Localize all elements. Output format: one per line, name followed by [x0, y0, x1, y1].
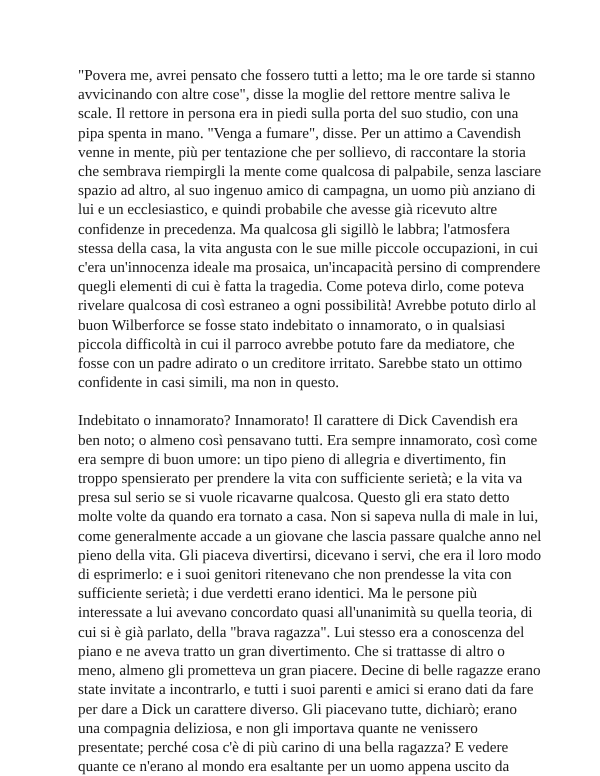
- document-page: [78, 66, 542, 776]
- text-line: come generalmente accade a un giovane che lascia passare qualche anno nel: [78, 527, 542, 545]
- text-line: scale. Il rettore in persona era in piedi sulla porta del suo studio, con una: [78, 105, 519, 123]
- paragraph: [78, 66, 542, 392]
- text-line: di esprimerlo: e i suoi genitori ritenevano che non prendesse la vita con: [78, 566, 512, 584]
- text-line: confidenze in precedenza. Ma qualcosa gli sigillò le labbra; l'atmosfera: [78, 220, 511, 238]
- text-line: molte volte da quando era tornato a casa. Non si sapeva nulla di male in lui,: [78, 508, 539, 526]
- text-line: interessate a lui avevano concordato quasi all'unanimità su quella teoria, di: [78, 604, 533, 622]
- text-line: ben noto; o almeno così pensavano tutti. Era sempre innamorato, così come: [78, 431, 538, 449]
- text-line: era sempre di buon umore: un tipo pieno di allegria e divertimento, fin: [78, 450, 507, 468]
- text-line: piano e ne aveva tratto un gran divertimento. Che si trattasse di altro o: [78, 642, 505, 660]
- text-line: pieno della vita. Gli piaceva divertirsi, dicevano i servi, che era il loro modo: [78, 546, 542, 564]
- text-line: fosse con un padre adirato o un creditore irritato. Sarebbe stato un ottimo: [78, 355, 523, 373]
- text-line: rivelare qualcosa di così estraneo a ogni possibilità! Avrebbe potuto dirlo al: [78, 297, 537, 315]
- text-line: sufficiente serietà; i due verdetti erano identici. Ma le persone più: [78, 585, 478, 603]
- text-line: confidente in casi simili, ma non in questo.: [78, 374, 340, 392]
- text-line: una compagnia deliziosa, e non gli importava quante ne venissero: [78, 719, 478, 737]
- paragraph: [78, 411, 542, 776]
- text-line: piccola difficoltà in cui il parroco avrebbe potuto fare da mediatore, che: [78, 335, 515, 353]
- text-line: cui si è già parlato, della "brava ragazza". Lui stesso era a conoscenza del: [78, 623, 525, 641]
- text-line: pipa spenta in mano. "Venga a fumare", disse. Per un attimo a Cavendish: [78, 124, 522, 142]
- text-line: buon Wilberforce se fosse stato indebitato o innamorato, o in qualsiasi: [78, 316, 506, 334]
- text-line: state invitate a incontrarlo, e tutti i suoi parenti e amici si erano dati da fare: [78, 681, 534, 699]
- text-line: spazio ad altro, al suo ingenuo amico di campagna, un uomo più anziano di: [78, 182, 536, 200]
- text-line: troppo spensierato per prendere la vita con sufficiente serietà; e la vita va: [78, 470, 523, 488]
- text-line: lui e un ecclesiastico, e quindi probabile che avesse già ricevuto altre: [78, 201, 498, 219]
- text-line: che sembrava riempirgli la mente come qualcosa di palpabile, senza lasciare: [78, 163, 542, 181]
- text-line: presa sul serio se si vuole ricavarne qualcosa. Questo gli era stato detto: [78, 489, 510, 507]
- text-line: quegli elementi di cui è fatta la tragedia. Come poteva dirlo, come poteva: [78, 278, 525, 296]
- text-line: quante ce n'erano al mondo era esaltante per un uomo appena uscito da: [78, 758, 510, 776]
- text-line: "Povera me, avrei pensato che fossero tutti a letto; ma le ore tarde si stanno: [78, 67, 536, 84]
- text-line: c'era un'innocenza ideale ma prosaica, un'incapacità persino di comprendere: [78, 259, 541, 277]
- text-line: per dare a Dick un carattere diverso. Gli piacevano tutte, dichiarò; erano: [78, 700, 517, 718]
- text-line: stessa della casa, la vita angusta con le sue mille piccole occupazioni, in cui: [78, 239, 539, 257]
- text-line: venne in mente, più per tentazione che per sollievo, di raccontare la storia: [78, 143, 526, 161]
- text-line: meno, almeno gli prometteva un gran piacere. Decine di belle ragazze erano: [78, 662, 541, 680]
- text-line: presentate; perché cosa c'è di più carino di una bella ragazza? E vedere: [78, 738, 509, 756]
- text-line: Indebitato o innamorato? Innamorato! Il carattere di Dick Cavendish era: [78, 412, 518, 430]
- text-line: avvicinando con altre cose", disse la moglie del rettore mentre saliva le: [78, 86, 511, 104]
